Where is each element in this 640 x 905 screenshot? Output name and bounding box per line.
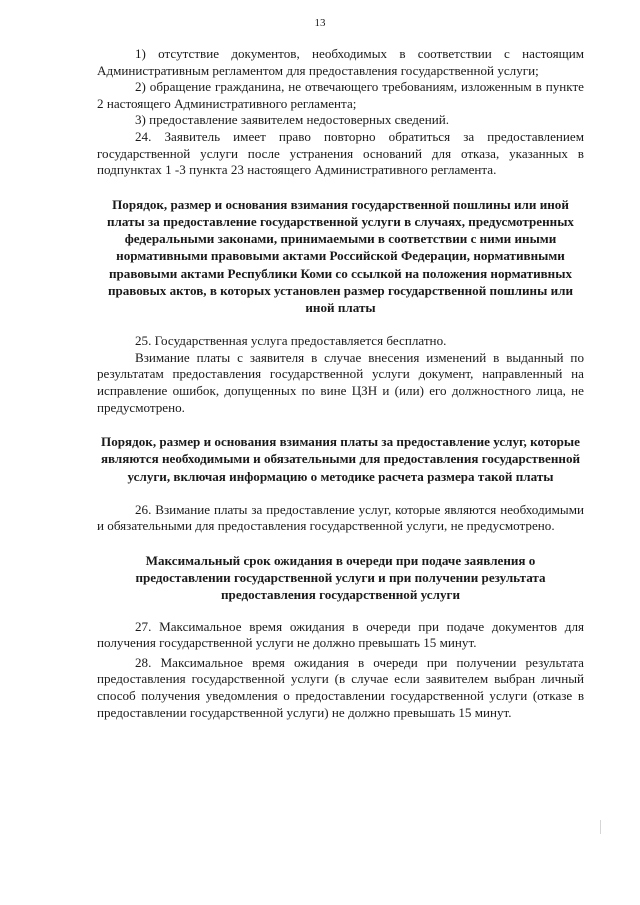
paragraph-25: 25. Государственная услуга предоставляется бесплатно. (135, 333, 447, 349)
paragraph-27: 27. Максимальное время ожидания в очереди при подаче документов для получения государственной услуги не должно превышать 15 минут. (97, 618, 584, 651)
document-body (97, 46, 584, 721)
section-heading-required-services-fee: Порядок, размер и основания взимания платы за предоставление услуг, которые являются необходимыми и обязательными для предоставления государственной услуги, включая информацию о методике расчета размера такой платы (100, 434, 581, 484)
paragraph-26: 26. Взимание платы за предоставление услуг, которые являются необходимыми и обязательными для предоставления государственной услуги, не предусмотрено. (97, 501, 584, 534)
page-number: 13 (314, 17, 326, 29)
section-heading-state-fee: Порядок, размер и основания взимания государственной пошлины или иной платы за предоставление государственной услуги в случаях, предусмотренных федеральными законами, принимаемыми в соответствии с ними иными нормативными правовыми актами Российской Федерации, нормативными правовыми актами Республики Коми со ссылкой на положения нормативных правовых актов, в которых установлен размер государственной пошлины или иной платы (107, 196, 574, 315)
paragraph-28: 28. Максимальное время ожидания в очереди при получении результата предоставления государственной услуги (в случае если заявителем выбран личный способ получения уведомления о предоставлении государственной услуги (отказе в предоставлении государственной услуги) не должно превышать 15 минут. (97, 654, 584, 720)
list-item-2: 2) обращение гражданина, не отвечающего требованиям, изложенным в пункте 2 настоящего Административного регламента; (97, 79, 584, 111)
list-item-1: 1) отсутствие документов, необходимых в соответствии с настоящим Административным регламентом для предоставления государственной услуги; (97, 46, 584, 78)
paragraph-25-continuation: Взимание платы с заявителя в случае внесения изменений в выданный по результатам предоставления государственной услуги документ, направленный на исправление ошибок, допущенных по вине ЦЗН и (или) его должностного лица, не предусмотрено. (97, 349, 584, 415)
scan-artifact (600, 820, 601, 834)
section-heading-queue-waiting-time: Максимальный срок ожидания в очереди при подаче заявления о предоставлении государственной услуги и при получении результата предоставления государственной услуги (135, 552, 546, 603)
paragraph-24: 24. Заявитель имеет право повторно обратиться за предоставлением государственной услуги после устранения оснований для отказа, указанных в подпунктах 1 -3 пункта 23 настоящего Административного регламента. (97, 128, 584, 178)
list-item-3: 3) предоставление заявителем недостоверных сведений. (135, 112, 450, 128)
